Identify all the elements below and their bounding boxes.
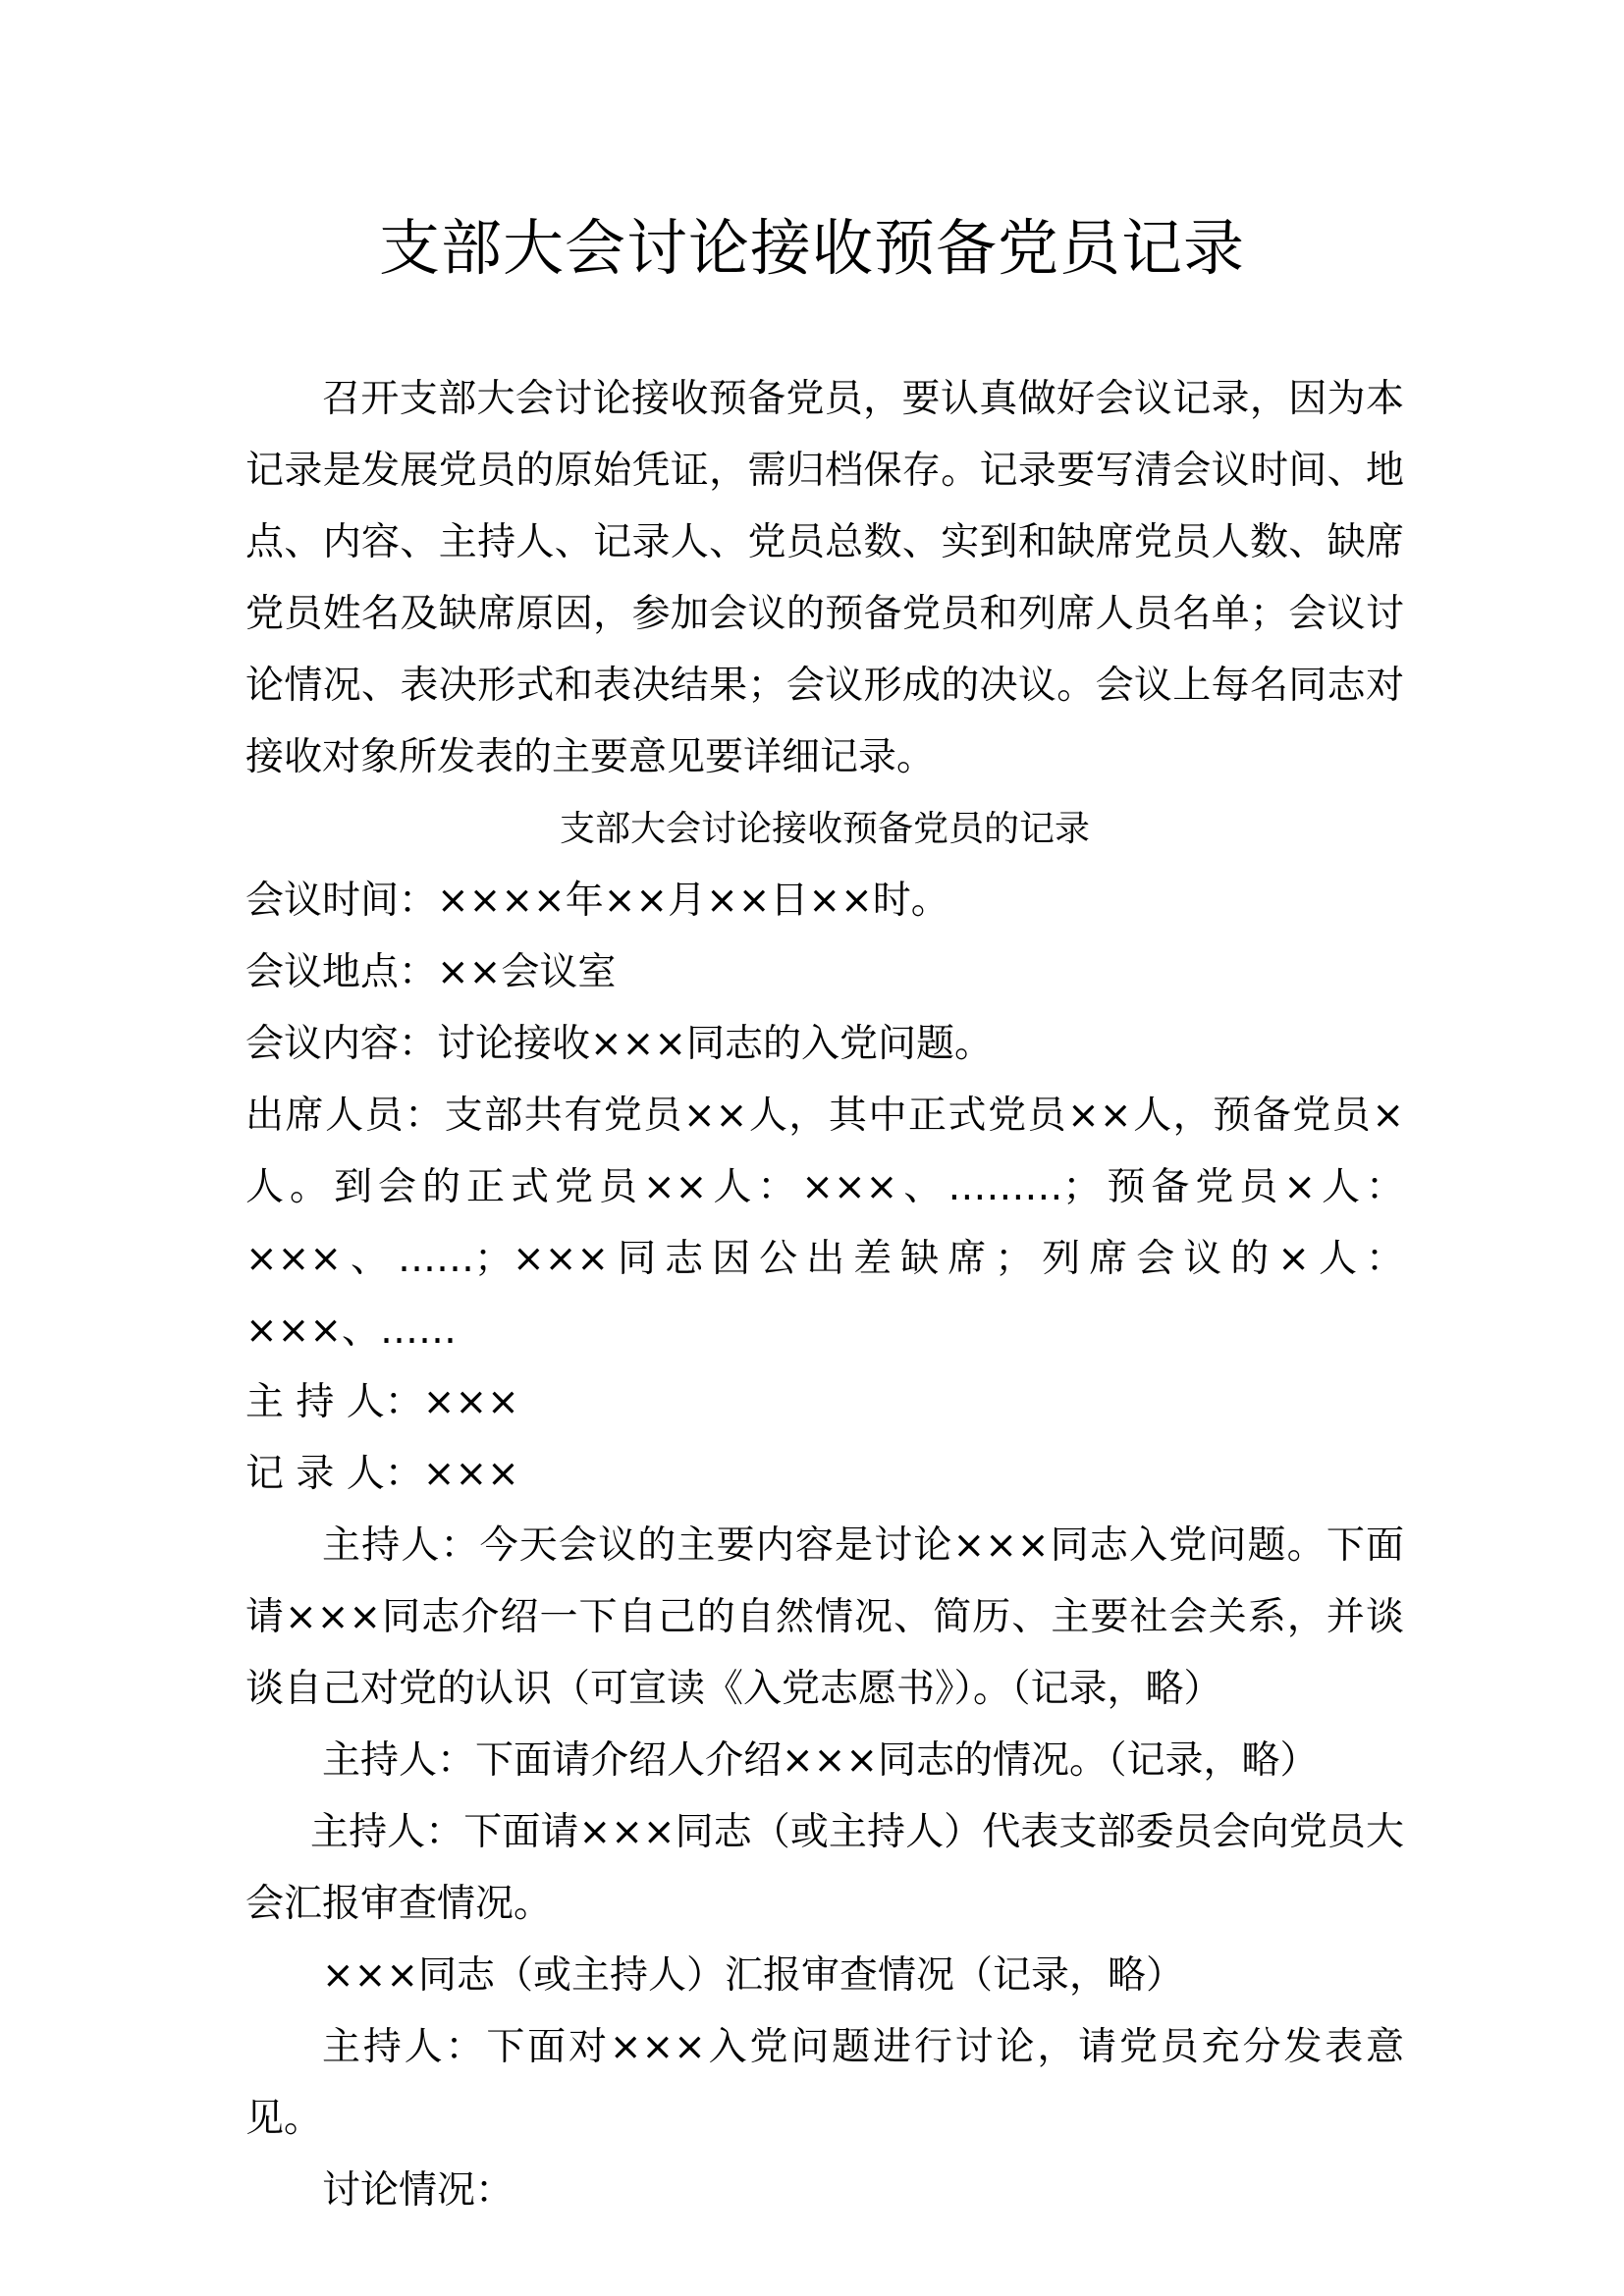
introducer-paragraph: 主持人：下面请介绍人介绍×××同志的情况。（记录，略） bbox=[322, 1738, 1319, 1783]
meeting-content: 会议内容：讨论接收×××同志的入党问题。 bbox=[245, 1022, 994, 1066]
discussion-call-paragraph: 主持人：下面对×××入党问题进行讨论，请党员充分发表意见。 bbox=[245, 2025, 1404, 2141]
review-record-paragraph: ×××同志（或主持人）汇报审查情况（记录，略） bbox=[322, 1953, 1185, 1998]
host-line: 主 持 人：××× bbox=[245, 1380, 519, 1424]
review-report-paragraph: 主持人：下面请×××同志（或主持人）代表支部委员会向党员大会汇报审查情况。 bbox=[245, 1810, 1404, 1926]
attendees-paragraph: 出席人员：支部共有党员××人，其中正式党员××人，预备党员×人。到会的正式党员××人：×××、………；预备党员×人：×××、……；×××同志因公出差缺席；列席会议的×人：×××、…… bbox=[245, 1094, 1404, 1353]
host-opening-paragraph: 主持人：今天会议的主要内容是讨论×××同志入党问题。下面请×××同志介绍一下自己的自然情况、简历、主要社会关系，并谈谈自己对党的认识（可宣读《入党志愿书》）。（记录，略） bbox=[245, 1523, 1404, 1711]
document-title: 支部大会讨论接收预备党员记录 bbox=[378, 212, 1245, 284]
discussion-heading: 讨论情况： bbox=[322, 2168, 514, 2213]
intro-paragraph: 召开支部大会讨论接收预备党员，要认真做好会议记录，因为本记录是发展党员的原始凭证，需归档保存。记录要写清会议时间、地点、内容、主持人、记录人、党员总数、实到和缺席党员人数、缺席党员姓名及缺席原因，参加会议的预备党员和列席人员名单；会议讨论情况、表决形式和表决结果；会议形成的决议。会议上每名同志对接收对象所发表的主要意见要详细记录。 bbox=[245, 377, 1404, 779]
document-body bbox=[245, 363, 1404, 2226]
recorder-line: 记 录 人：××× bbox=[245, 1452, 519, 1496]
meeting-time: 会议时间：××××年××月××日××时。 bbox=[245, 879, 949, 923]
meeting-place: 会议地点：××会议室 bbox=[245, 950, 617, 994]
record-title: 支部大会讨论接收预备党员的记录 bbox=[559, 809, 1090, 849]
